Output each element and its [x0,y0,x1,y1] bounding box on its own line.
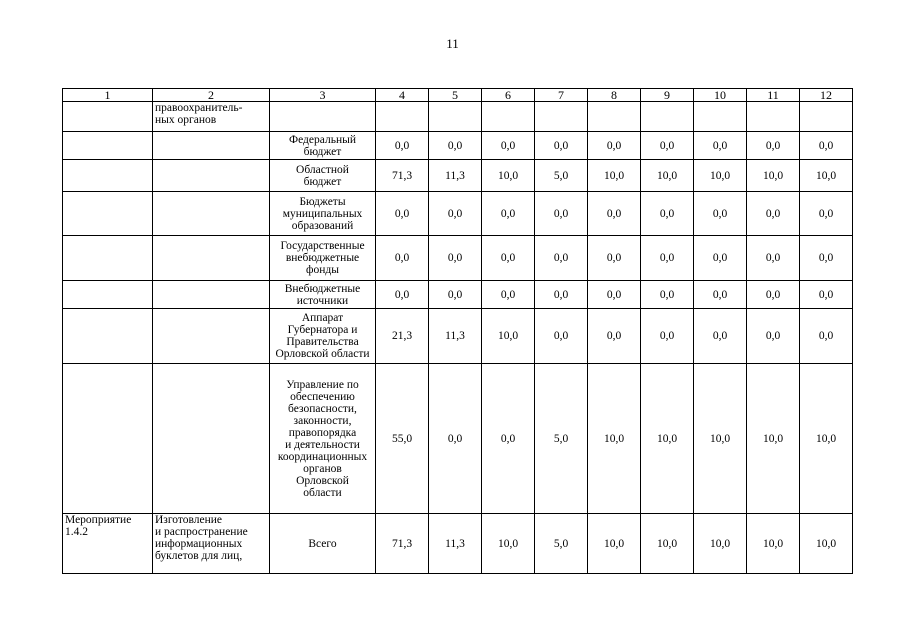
value-cell: 0,0 [535,236,588,281]
value-cell: 0,0 [588,309,641,364]
value-cell: 0,0 [747,309,800,364]
header-cell: 6 [482,89,535,102]
value-cell: 0,0 [800,236,853,281]
value-cell: 55,0 [376,364,429,514]
value-cell: 0,0 [482,132,535,160]
value-cell: 0,0 [588,132,641,160]
value-cell: 0,0 [694,132,747,160]
funding-source-cell: Управление по обеспечению безопасности, законности, правопорядка и деятельности координационных органов Орловской области [270,364,376,514]
value-cell: 0,0 [535,192,588,236]
value-cell: 0,0 [800,281,853,309]
header-cell: 7 [535,89,588,102]
value-cell: 0,0 [747,236,800,281]
value-cell: 0,0 [429,281,482,309]
value-cell [429,102,482,132]
value-cell: 0,0 [747,192,800,236]
measure-name-cell [153,192,270,236]
value-cell: 11,3 [429,160,482,192]
funding-source-cell: Бюджеты муниципальных образований [270,192,376,236]
funding-source-cell: Областной бюджет [270,160,376,192]
value-cell: 10,0 [800,514,853,574]
value-cell: 0,0 [641,309,694,364]
funding-source-cell: Всего [270,514,376,574]
header-cell: 9 [641,89,694,102]
table-header-row [63,89,853,102]
value-cell: 0,0 [429,364,482,514]
value-cell [376,102,429,132]
measure-cell: Мероприятие 1.4.2 [63,514,153,574]
value-cell: 0,0 [641,281,694,309]
table-row [63,192,853,236]
measure-cell [63,192,153,236]
value-cell: 10,0 [482,309,535,364]
header-cell: 10 [694,89,747,102]
measure-cell [63,236,153,281]
table-row [63,236,853,281]
value-cell: 0,0 [641,236,694,281]
measure-cell [63,132,153,160]
value-cell: 10,0 [588,160,641,192]
value-cell: 71,3 [376,160,429,192]
measure-cell [63,309,153,364]
value-cell: 5,0 [535,160,588,192]
table-row [63,102,853,132]
value-cell: 0,0 [535,309,588,364]
measure-name-cell [153,160,270,192]
value-cell: 0,0 [535,281,588,309]
table-row [63,364,853,514]
table-row [63,309,853,364]
budget-table [62,88,853,574]
value-cell [588,102,641,132]
value-cell: 0,0 [747,132,800,160]
value-cell: 0,0 [694,309,747,364]
value-cell: 0,0 [376,132,429,160]
value-cell: 10,0 [694,514,747,574]
value-cell: 0,0 [641,192,694,236]
value-cell: 71,3 [376,514,429,574]
header-cell: 1 [63,89,153,102]
value-cell: 5,0 [535,514,588,574]
value-cell: 0,0 [376,236,429,281]
value-cell: 10,0 [641,514,694,574]
value-cell: 0,0 [641,132,694,160]
measure-name-cell [153,309,270,364]
value-cell: 0,0 [429,192,482,236]
value-cell: 0,0 [800,309,853,364]
measure-name-cell [153,132,270,160]
value-cell: 0,0 [376,281,429,309]
value-cell: 0,0 [588,192,641,236]
value-cell: 0,0 [482,236,535,281]
value-cell: 10,0 [694,364,747,514]
measure-name-cell [153,364,270,514]
value-cell: 0,0 [588,281,641,309]
value-cell: 0,0 [694,281,747,309]
value-cell: 10,0 [747,364,800,514]
measure-cell [63,281,153,309]
measure-name-cell [153,281,270,309]
value-cell: 10,0 [694,160,747,192]
value-cell: 11,3 [429,309,482,364]
funding-source-cell: Аппарат Губернатора и Правительства Орловской области [270,309,376,364]
value-cell: 0,0 [482,192,535,236]
value-cell [535,102,588,132]
measure-name-cell [153,236,270,281]
header-cell: 12 [800,89,853,102]
value-cell: 0,0 [482,364,535,514]
value-cell: 10,0 [641,160,694,192]
value-cell: 0,0 [747,281,800,309]
value-cell [800,102,853,132]
value-cell: 10,0 [482,160,535,192]
value-cell: 0,0 [800,132,853,160]
value-cell: 11,3 [429,514,482,574]
value-cell: 10,0 [800,364,853,514]
header-cell: 11 [747,89,800,102]
value-cell: 10,0 [800,160,853,192]
measure-name-cell: правоохранитель- ных органов [153,102,270,132]
page-number: 11 [446,36,459,51]
measure-cell [63,364,153,514]
value-cell: 0,0 [535,132,588,160]
value-cell: 0,0 [800,192,853,236]
value-cell [694,102,747,132]
value-cell: 0,0 [694,192,747,236]
value-cell: 0,0 [588,236,641,281]
funding-source-cell: Государственные внебюджетные фонды [270,236,376,281]
value-cell: 10,0 [482,514,535,574]
header-cell: 4 [376,89,429,102]
table-row [63,514,853,574]
measure-cell [63,102,153,132]
funding-source-cell: Федеральный бюджет [270,132,376,160]
value-cell [482,102,535,132]
value-cell: 10,0 [588,364,641,514]
measure-cell [63,160,153,192]
value-cell: 0,0 [376,192,429,236]
value-cell: 10,0 [747,514,800,574]
value-cell [641,102,694,132]
value-cell: 10,0 [641,364,694,514]
header-cell: 3 [270,89,376,102]
measure-name-cell: Изготовление и распространение информационных буклетов для лиц, [153,514,270,574]
header-cell: 2 [153,89,270,102]
funding-source-cell [270,102,376,132]
table-row [63,281,853,309]
header-cell: 8 [588,89,641,102]
value-cell: 10,0 [747,160,800,192]
value-cell: 21,3 [376,309,429,364]
table-row [63,160,853,192]
table-row [63,132,853,160]
value-cell [747,102,800,132]
header-cell: 5 [429,89,482,102]
funding-source-cell: Внебюджетные источники [270,281,376,309]
value-cell: 0,0 [429,236,482,281]
value-cell: 10,0 [588,514,641,574]
value-cell: 5,0 [535,364,588,514]
value-cell: 0,0 [482,281,535,309]
value-cell: 0,0 [429,132,482,160]
value-cell: 0,0 [694,236,747,281]
